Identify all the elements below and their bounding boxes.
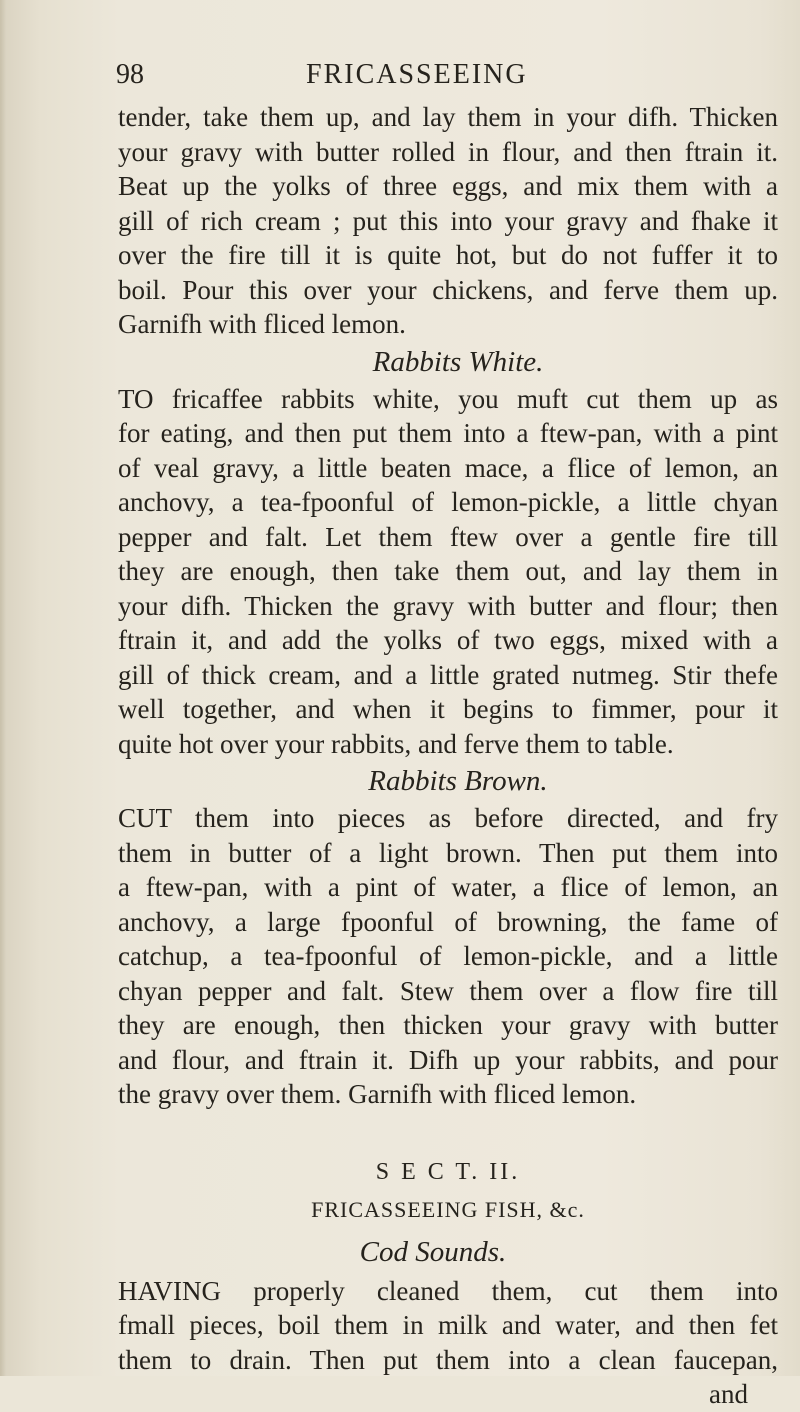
text-line: they are enough, then take them out, and lay them in [118, 556, 778, 586]
text-line: gill of thick cream, and a little grated nutmeg. Stir thefe [118, 659, 778, 690]
recipe-heading-cod-sounds: Cod Sounds. [359, 1235, 507, 1268]
running-head [116, 58, 778, 100]
text-line: for eating, and then put them into a ftew-pan, with a pint [118, 418, 778, 448]
recipe-heading-rabbits-white: Rabbits White. [372, 345, 544, 378]
text-line: catchup, a tea-fpoonful of lemon-pickle, and a little [118, 941, 778, 971]
text-line: TO fricaffee rabbits white, you muft cut them up as [118, 383, 778, 414]
running-title: FRICASSEEING [306, 59, 528, 90]
page-number: 98 [116, 59, 144, 90]
text-line: Beat up the yolks of three eggs, and mix them with a [118, 171, 778, 201]
text-line: them in butter of a light brown. Then put them into [118, 837, 778, 868]
page-text-block [118, 58, 778, 1411]
recipe-cod-sounds [118, 1274, 778, 1412]
text-line: gill of rich cream ; put this into your gravy and fhake it [118, 205, 778, 236]
text-line: of veal gravy, a little beaten mace, a flice of lemon, an [118, 452, 778, 483]
text-line: and flour, and ftrain it. Difh up your rabbits, and pour [118, 1044, 778, 1075]
text-line: anchovy, a large fpoonful of browning, the fame of [118, 906, 778, 937]
recipe-rabbits-white [118, 382, 778, 762]
text-line: ftrain it, and add the yolks of two eggs, mixed with a [118, 625, 778, 655]
section-subtitle: FRICASSEEING FISH, &c. [311, 1196, 585, 1222]
text-line: your difh. Thicken the gravy with butter and flour; then [118, 590, 778, 621]
text-line: your gravy with butter rolled in flour, and then ftrain it. [118, 136, 778, 167]
text-line: they are enough, then thicken your gravy with butter [118, 1010, 778, 1040]
page-gutter-shadow [0, 0, 6, 1376]
text-line: Garnifh with fliced lemon. [118, 309, 406, 339]
text-line: fmall pieces, boil them in milk and water, and then fet [118, 1310, 778, 1340]
text-line: over the fire till it is quite hot, but do not fuffer it to [118, 240, 778, 270]
text-line: HAVING properly cleaned them, cut them into [118, 1275, 778, 1306]
text-line: CUT them into pieces as before directed, and fry [118, 803, 778, 833]
text-line: a ftew-pan, with a pint of water, a flice of lemon, an [118, 872, 778, 902]
catchword: and [709, 1379, 748, 1409]
text-line: anchovy, a tea-fpoonful of lemon-pickle, a little chyan [118, 487, 778, 517]
text-line: the gravy over them. Garnifh with fliced lemon. [118, 1079, 637, 1109]
text-line: tender, take them up, and lay them in your difh. Thicken [118, 102, 778, 132]
intro-paragraph [118, 100, 778, 342]
text-line: them to drain. Then put them into a clean faucepan, [118, 1344, 778, 1375]
recipe-rabbits-brown [118, 801, 778, 1112]
recipe-heading-rabbits-brown: Rabbits Brown. [368, 765, 548, 797]
text-line: pepper and falt. Let them ftew over a gentle fire till [118, 521, 778, 552]
text-line: boil. Pour this over your chickens, and ferve them up. [118, 274, 778, 305]
text-line: chyan pepper and falt. Stew them over a flow fire till [118, 975, 778, 1006]
section-label: S E C T. II. [375, 1158, 521, 1185]
text-line: quite hot over your rabbits, and ferve them to table. [118, 728, 674, 759]
text-line: well together, and when it begins to fimmer, pour it [118, 694, 778, 724]
